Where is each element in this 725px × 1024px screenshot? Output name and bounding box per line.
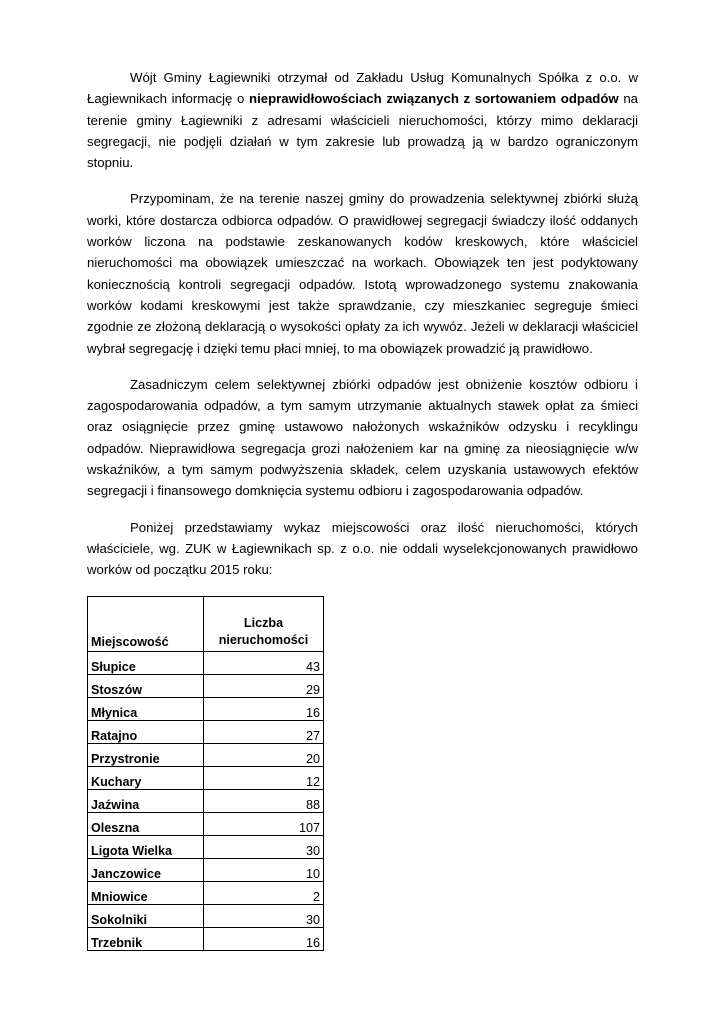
header-place: Miejscowość: [88, 596, 204, 651]
cell-place: Mniowice: [88, 881, 204, 904]
table-row: [88, 927, 324, 950]
paragraph-list-intro: Poniżej przedstawiamy wykaz miejscowości oraz ilość nieruchomości, których właściciele, wg. ZUK w Łagiewnikach sp. z o.o. nie oddali wyselekcjonowanych prawidłowo worków od początku 2015 roku:: [87, 519, 638, 578]
cell-count: 16: [204, 697, 324, 720]
paragraph-reminder: Przypominam, że na terenie naszej gminy do prowadzenia selektywnej zbiórki służą worki, które dostarcza odbiorca odpadów. O prawidłowej segregacji świadczy ilość oddanych worków liczona na podstawie zeskanowanych kodów kreskowych, które właściciel nieruchomości ma obowiązek umieszczać na workach. Obowiązek ten jest podyktowany koniecznością kontroli segregacji odpadów. Istotą wprowadzonego systemu znakowania worków kodami kreskowymi jest także sprawdzanie, czy mieszkaniec segreguje śmieci zgodnie ze złożoną deklaracją o wysokości opłaty za ich wywóz. Jeżeli w deklaracji właściciel wybrał segregację i dzięki temu płaci mniej, to ma obowiązek prowadzić ją prawidłowo.: [87, 191, 638, 356]
cell-count: 30: [204, 835, 324, 858]
cell-place: Słupice: [88, 651, 204, 674]
cell-place: Młynica: [88, 697, 204, 720]
table-row: [88, 674, 324, 697]
table-row: [88, 789, 324, 812]
paragraph-notice-bold: nieprawidłowościach związanych z sortowaniem odpadów: [249, 91, 619, 107]
paragraph-notice: [87, 67, 638, 173]
paragraph-notice-text-end: na terenie gminy Łagiewniki z adresami właścicieli nieruchomości, którzy mimo deklaracji segregacji, nie podjęli działań w tym zakresie lub prowadzą ją w bardzo ograniczonym stopniu.: [87, 91, 638, 171]
table-row: [88, 812, 324, 835]
cell-place: Oleszna: [88, 812, 204, 835]
table-row: [88, 651, 324, 674]
table-row: [88, 743, 324, 766]
cell-place: Janczowice: [88, 858, 204, 881]
cell-place: Kuchary: [88, 766, 204, 789]
header-count-line2: nieruchomości: [218, 632, 309, 647]
cell-place: Ratajno: [88, 720, 204, 743]
document-body: [87, 67, 638, 951]
table-body: [88, 651, 324, 950]
cell-count: 2: [204, 881, 324, 904]
table-row: [88, 858, 324, 881]
table-row: [88, 720, 324, 743]
cell-count: 20: [204, 743, 324, 766]
cell-count: 30: [204, 904, 324, 927]
cell-place: Jaźwina: [88, 789, 204, 812]
cell-count: 29: [204, 674, 324, 697]
cell-count: 16: [204, 927, 324, 950]
cell-place: Sokolniki: [88, 904, 204, 927]
table-row: [88, 766, 324, 789]
cell-count: 27: [204, 720, 324, 743]
cell-count: 88: [204, 789, 324, 812]
header-count-line1: Liczba: [243, 615, 284, 630]
cell-count: 107: [204, 812, 324, 835]
table-row: [88, 904, 324, 927]
cell-place: Przystronie: [88, 743, 204, 766]
cell-count: 12: [204, 766, 324, 789]
header-count: [204, 596, 324, 651]
table-header-row: [88, 596, 324, 651]
cell-place: Trzebnik: [88, 927, 204, 950]
table-row: [88, 835, 324, 858]
table-row: [88, 881, 324, 904]
cell-place: Stoszów: [88, 674, 204, 697]
paragraph-purpose: Zasadniczym celem selektywnej zbiórki odpadów jest obniżenie kosztów odbioru i zagospodarowania odpadów, a tym samym utrzymanie aktualnych stawek opłat za śmieci oraz osiągnięcie przez gminę ustawowo nałożonych wskaźników odzysku i recyklingu odpadów. Nieprawidłowa segregacja grozi nałożeniem kar na gminę za nieosiągnięcie w/w wskaźników, a tym samym podwyższenia składek, celem uzyskania ustawowych efektów segregacji i finansowego domknięcia systemu odbioru i zagospodarowania odpadów.: [87, 376, 638, 499]
paragraph-notice-text-start: Wójt Gminy Łagiewniki otrzymał od Zakładu Usług Komunalnych Spółka z o.o. w Łagiewnikach informację o: [87, 70, 638, 107]
cell-count: 43: [204, 651, 324, 674]
cell-count: 10: [204, 858, 324, 881]
cell-place: Ligota Wielka: [88, 835, 204, 858]
table-row: [88, 697, 324, 720]
properties-table: [87, 596, 324, 951]
